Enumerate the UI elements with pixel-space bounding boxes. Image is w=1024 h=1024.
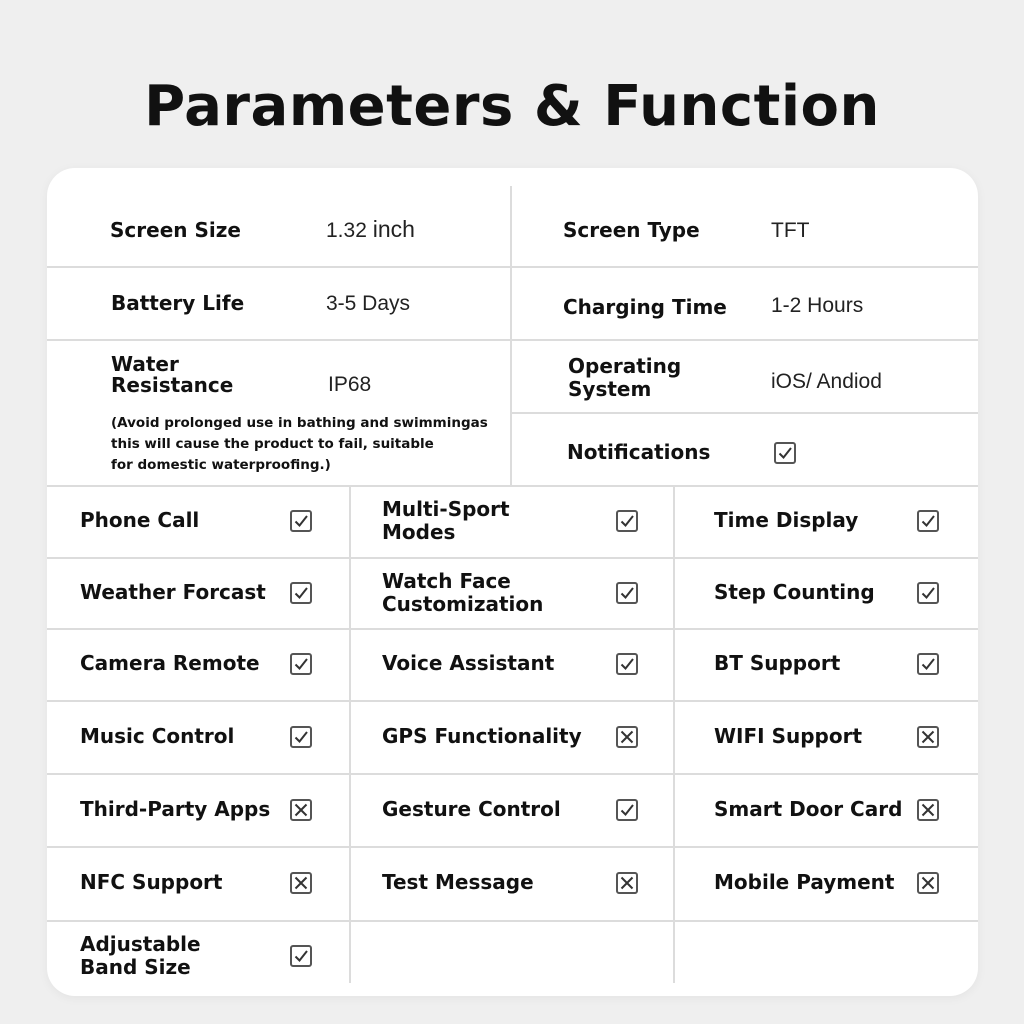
screen-size-label: Screen Size [110,218,241,242]
feature-label: Music Control [80,723,235,748]
feature-cell [47,628,348,700]
feature-label: WIFI Support [714,723,863,748]
operating-system-label: Operating System [568,354,682,401]
checked-icon [616,653,638,675]
feature-label: Weather Forcast [80,579,266,604]
checked-icon [290,726,312,748]
screen-type-value: TFT [771,219,810,242]
divider [47,339,978,341]
notifications-label: Notifications [567,440,711,464]
checked-icon [290,653,312,675]
divider [47,266,978,268]
page-title: Parameters & Function [144,74,880,139]
feature-label: Third-Party Apps [80,796,271,821]
feature-label: Step Counting [714,579,875,604]
water-resistance-label: Water Resistance [111,352,234,397]
feature-label: Phone Call [80,508,200,532]
feature-label: Gesture Control [382,796,561,821]
feature-cell [47,485,348,557]
spec-card [47,168,978,996]
feature-cell [349,557,671,628]
feature-cell [349,700,671,773]
feature-cell [47,557,348,628]
checked-icon [290,582,312,604]
divider [510,186,512,486]
feature-cell [349,628,671,700]
checked-icon [917,582,939,604]
feature-cell [47,700,348,773]
screen-size-value: 1.32 inch [326,216,415,242]
feature-cell [349,773,671,846]
feature-cell [47,846,348,920]
feature-cell [47,920,348,992]
cross-icon [290,872,312,894]
checked-icon [290,945,312,967]
checked-icon [774,442,796,464]
feature-cell [673,773,978,846]
water-resistance-note: (Avoid prolonged use in bathing and swimmingas this will cause the product to fail, suitable for domestic waterproofing.) [111,415,488,473]
checked-icon [616,582,638,604]
feature-cell [673,485,978,557]
feature-cell [47,773,348,846]
feature-cell [673,700,978,773]
feature-label: BT Support [714,651,841,675]
cross-icon [290,799,312,821]
feature-label: Time Display [714,508,859,532]
checked-icon [616,799,638,821]
feature-label: Watch Face Customization [382,568,544,616]
feature-cell [349,485,671,557]
charging-time-value: 1-2 Hours [771,294,864,317]
feature-label: Smart Door Card [714,796,903,821]
feature-label: Voice Assistant [382,651,555,675]
feature-label: Adjustable Band Size [80,932,201,979]
battery-life-value: 3-5 Days [326,292,411,315]
divider [512,412,978,414]
feature-label: GPS Functionality [382,723,582,748]
charging-time-label: Charging Time [563,295,727,319]
checked-icon [917,653,939,675]
feature-label: Multi-Sport Modes [382,497,510,544]
feature-label: Mobile Payment [714,870,895,894]
battery-life-label: Battery Life [111,291,245,315]
feature-cell [349,846,671,920]
feature-label: Camera Remote [80,651,260,675]
cross-icon [917,726,939,748]
checked-icon [917,510,939,532]
feature-cell [673,846,978,920]
checked-icon [616,510,638,532]
cross-icon [616,872,638,894]
checked-icon [290,510,312,532]
cross-icon [616,726,638,748]
feature-cell [673,557,978,628]
operating-system-value: iOS/ Andiod [771,370,882,393]
cross-icon [917,799,939,821]
feature-label: NFC Support [80,870,223,894]
feature-cell [673,628,978,700]
feature-label: Test Message [382,870,534,894]
cross-icon [917,872,939,894]
screen-type-label: Screen Type [563,218,700,242]
water-resistance-value: IP68 [328,373,372,396]
